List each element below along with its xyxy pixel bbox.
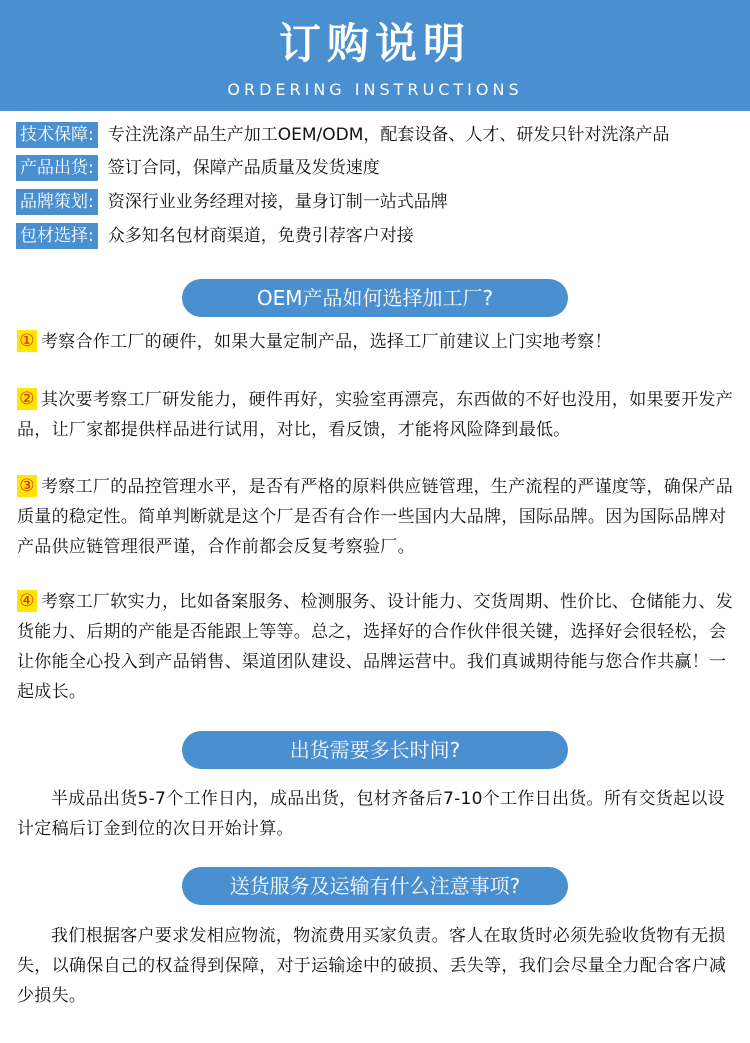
factory-item-4 [17,587,737,707]
info-tag: 技术保障: [16,122,98,148]
item-text: 其次要考察工厂研发能力，硬件再好，实验室再漂亮，东西做的不好也没用，如果要开发产品，让厂家都提供样品进行试用，对比，看反馈，才能将风险降到最低。 [17,390,733,440]
info-text: 众多知名包材商渠道，免费引荐客户对接 [107,226,414,246]
info-tag: 产品出货: [16,155,98,181]
info-row-tech [16,122,669,148]
info-row-shipping [16,155,380,181]
info-text: 签订合同，保障产品质量及发货速度 [107,158,380,178]
info-row-branding [16,189,448,215]
item-text: 考察工厂软实力，比如备案服务、检测服务、设计能力、交货周期、性价比、仓储能力、发货能力、后期的产能是否能跟上等等。总之，选择好的合作伙伴很关键，选择好会很轻松，会让你能全心投入到产品销售、渠道团队建设、品牌运营中。我们真诚期待能与您合作共赢！一起成长。 [17,592,733,702]
factory-item-1 [17,327,737,357]
info-tag: 包材选择: [16,223,98,249]
item-number-badge: ③ [17,475,37,497]
info-tag: 品牌策划: [16,189,98,215]
item-number-badge: ④ [17,590,37,612]
page-subtitle: ORDERING INSTRUCTIONS [227,80,523,99]
info-text: 资深行业业务经理对接，量身订制一站式品牌 [107,192,448,212]
factory-item-3 [17,472,737,562]
info-row-packaging [16,223,414,249]
header-banner [0,0,750,111]
shipping-notes-text: 我们根据客户要求发相应物流，物流费用买家负责。客人在取货时必须先验收货物有无损失，以确保自己的权益得到保障，对于运输途中的破损、丢失等，我们会尽量全力配合客户减少损失。 [17,926,727,1006]
item-text: 考察合作工厂的硬件，如果大量定制产品，选择工厂前建议上门实地考察！ [41,332,612,352]
section-heading-factory: OEM产品如何选择加工厂? [182,279,568,317]
item-number-badge: ① [17,330,37,352]
section-heading-shipping-notes: 送货服务及运输有什么注意事项? [182,867,568,905]
factory-item-2 [17,385,737,445]
item-text: 考察工厂的品控管理水平，是否有严格的原料供应链管理，生产流程的严谨度等，确保产品质量的稳定性。简单判断就是这个厂是否有合作一些国内大品牌，国际品牌。因为国际品牌对产品供应链管理很严谨，合作前都会反复考察验厂。 [17,477,733,557]
delivery-time-text: 半成品出货5-7个工作日内，成品出货，包材齐备后7-10个工作日出货。所有交货起以设计定稿后订金到位的次日开始计算。 [17,789,725,839]
page-title: 订购说明 [278,19,471,68]
section-heading-delivery-time: 出货需要多长时间? [182,731,568,769]
info-text: 专注洗涤产品生产加工OEM/ODM，配套设备、人才、研发只针对洗涤产品 [107,125,670,145]
item-number-badge: ② [17,388,37,410]
